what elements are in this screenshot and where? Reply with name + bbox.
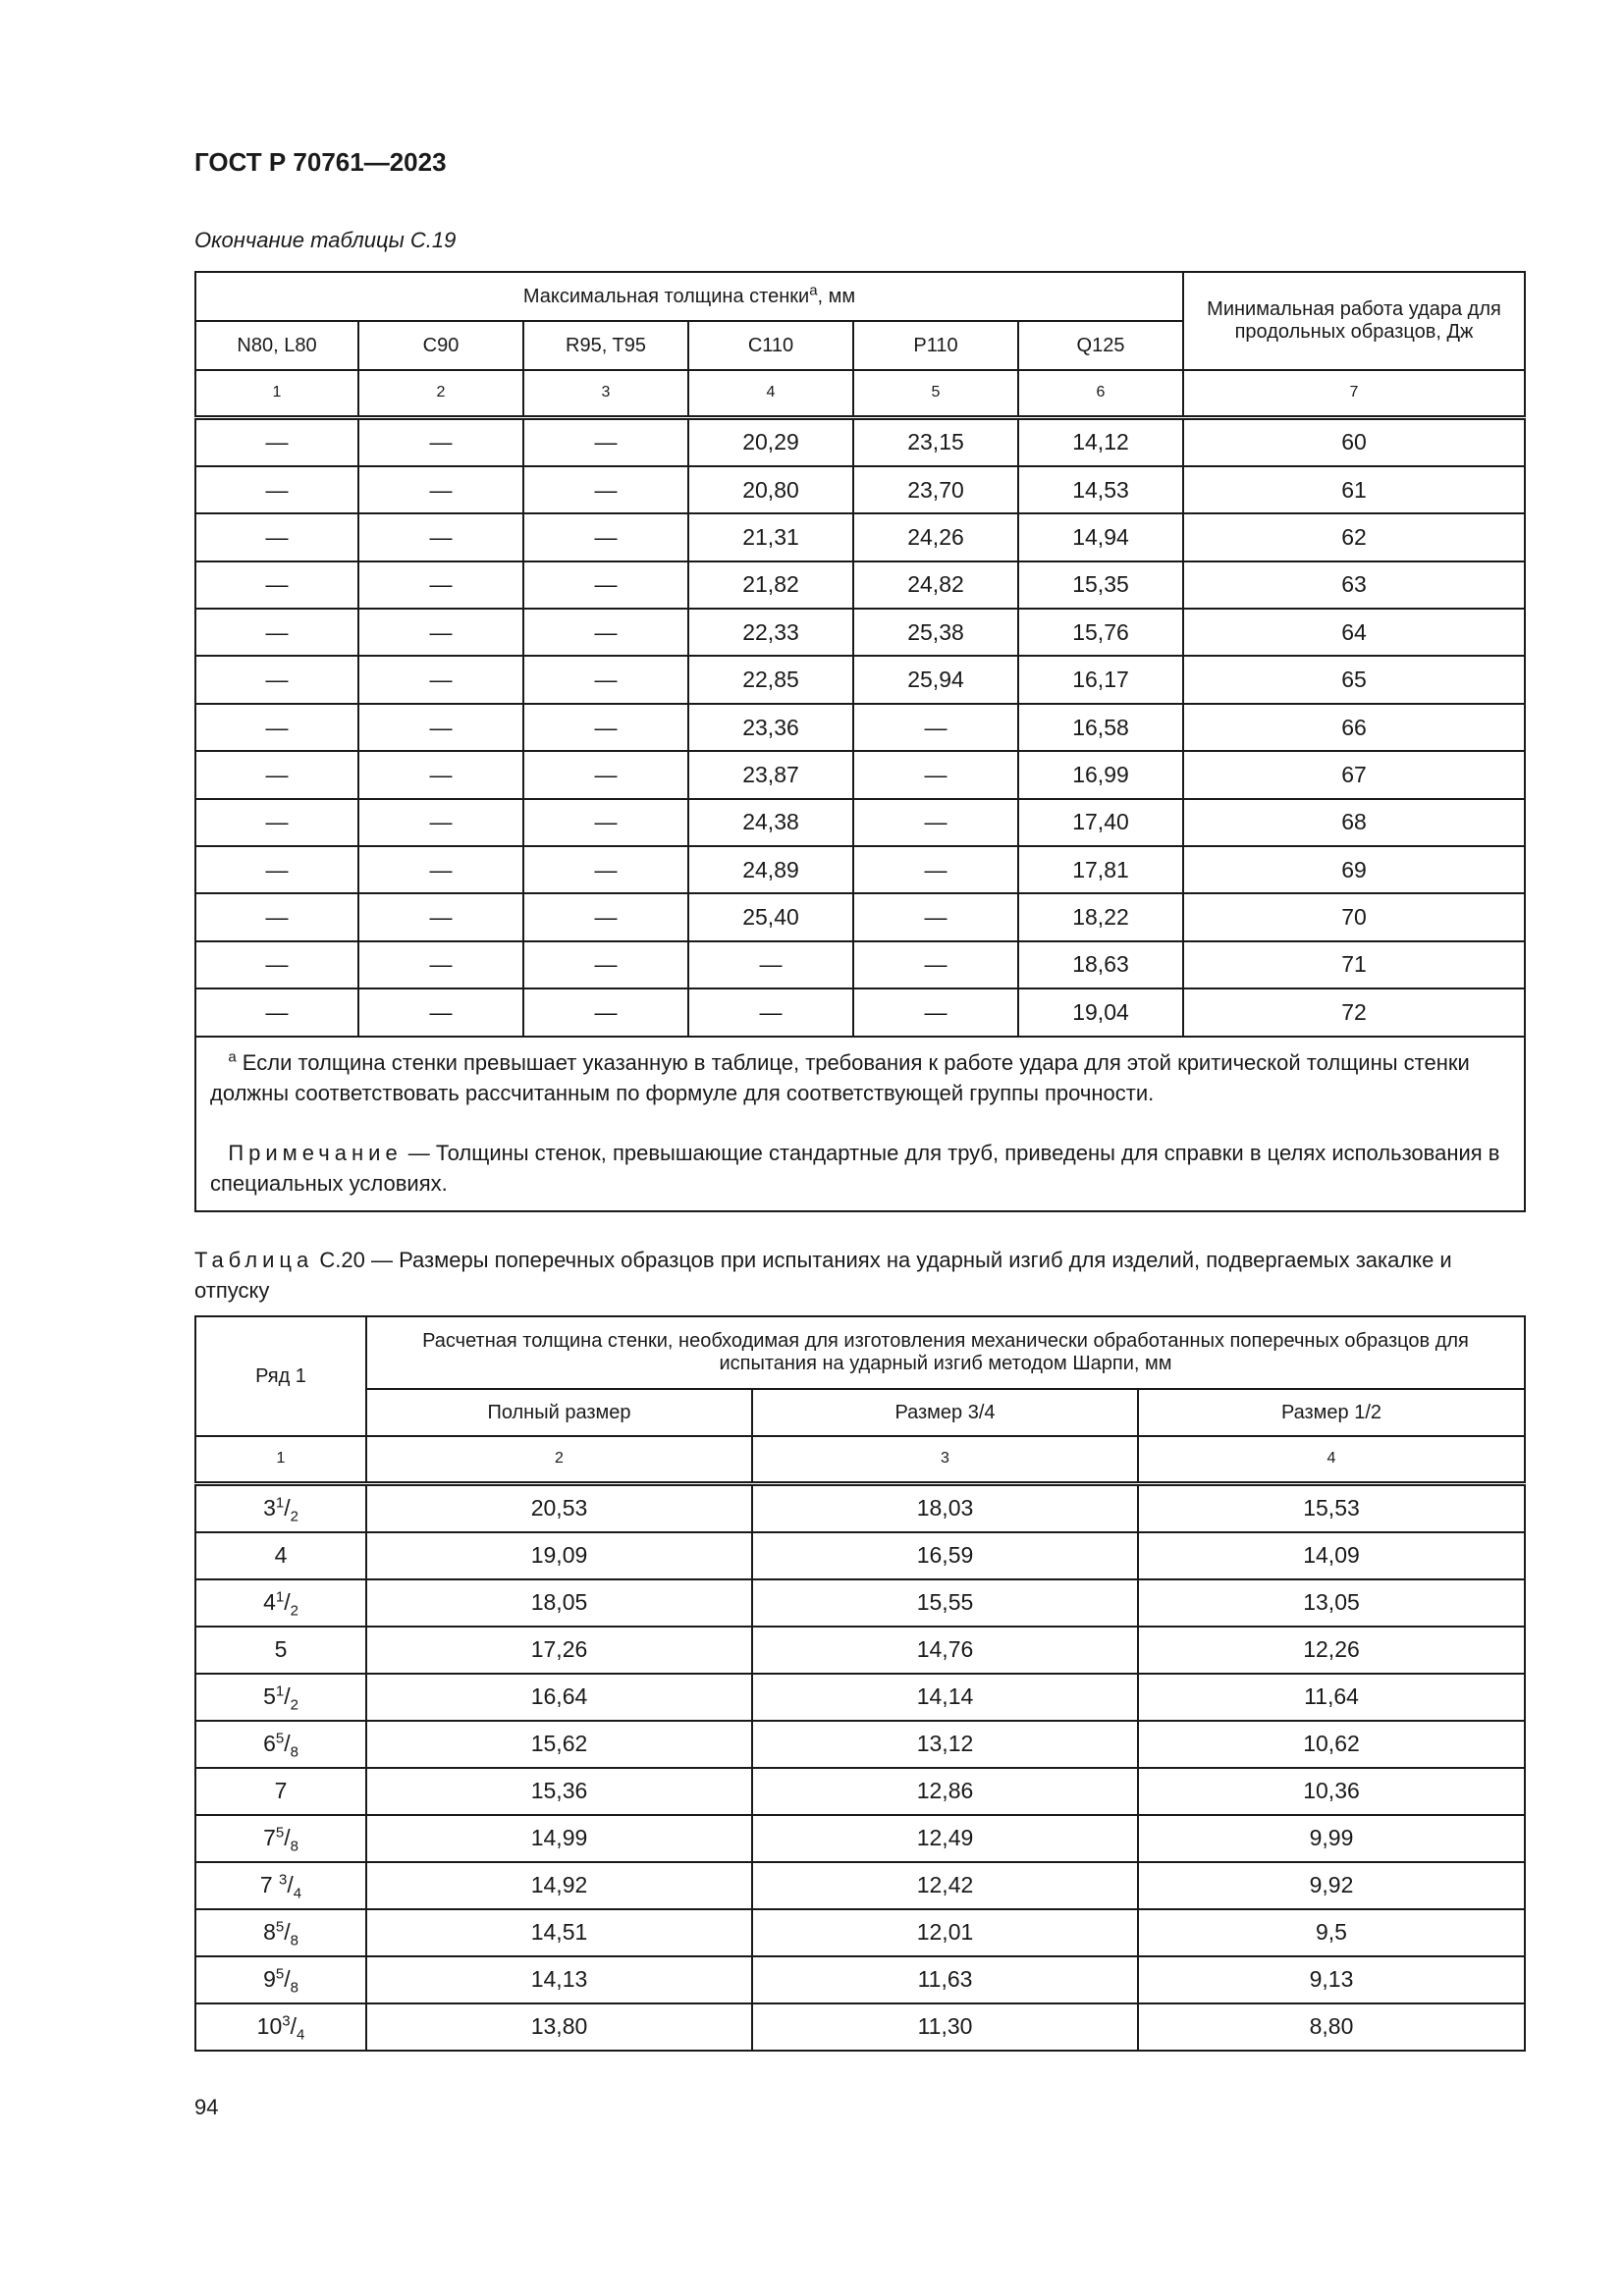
table-cell: 21,82 (688, 561, 853, 609)
table-cell: — (195, 513, 358, 561)
table-cell: 14,53 (1018, 466, 1183, 513)
table-cell: 9,13 (1138, 1956, 1525, 2003)
table-cell: — (195, 988, 358, 1036)
table-cell: 19,04 (1018, 988, 1183, 1036)
table-cell: 61 (1183, 466, 1525, 513)
size-numerator: 5 (275, 1824, 285, 1842)
footnote (210, 1047, 1510, 1108)
size-whole: 4 (263, 1589, 276, 1615)
table-cell: — (195, 941, 358, 988)
wall-thickness-header: Максимальная толщина стенки$^a$, мм (195, 272, 1183, 321)
column-number: 2 (358, 370, 523, 417)
table-cell: 67 (1183, 751, 1525, 798)
table-cell: 16,58 (1018, 704, 1183, 751)
note-text: — Толщины стенок, превышающие стандартные для труб, приведены для справки в целях использования в специальных условиях. (210, 1140, 1500, 1196)
table-row (195, 1956, 1525, 2003)
size-whole: 9 (263, 1966, 276, 1992)
table-cell: 15,62 (366, 1721, 752, 1768)
table-cell: — (358, 609, 523, 656)
table-cell: 8,80 (1138, 2003, 1525, 2051)
table-cell: — (358, 466, 523, 513)
notes-row (195, 1037, 1525, 1211)
table-cell: — (523, 704, 688, 751)
table-cell: — (523, 609, 688, 656)
note-label: Примечание (228, 1140, 403, 1165)
table-row (195, 417, 1525, 466)
table-cell: — (523, 417, 688, 466)
table-row (195, 893, 1525, 940)
table-cell: 23,15 (853, 417, 1018, 466)
table-cell: — (195, 799, 358, 846)
table-continuation-caption: Окончание таблицы С.19 (194, 228, 457, 252)
table-cell: — (853, 751, 1018, 798)
table-cell: 18,22 (1018, 893, 1183, 940)
table-cell: 11,30 (752, 2003, 1138, 2051)
table-cell: 14,99 (366, 1815, 752, 1862)
table-row (195, 656, 1525, 703)
pipe-size: $3^1/_2$ (195, 1483, 366, 1532)
table-cell: 14,13 (366, 1956, 752, 2003)
table-cell: 13,05 (1138, 1579, 1525, 1627)
note (210, 1138, 1510, 1199)
table-cell: — (358, 893, 523, 940)
table-row (195, 1674, 1525, 1721)
page-number: 94 (194, 2095, 219, 2119)
table-cell: 18,63 (1018, 941, 1183, 988)
pipe-size: $8^5/_8$ (195, 1909, 366, 1956)
table-row (195, 513, 1525, 561)
table-c19 (194, 271, 1526, 1212)
table-cell: — (195, 417, 358, 466)
table-row (195, 1909, 1525, 1956)
size-denominator: 2 (290, 1602, 298, 1620)
column-number: 5 (853, 370, 1018, 417)
table-cell: 18,05 (366, 1579, 752, 1627)
wall-thickness-header: Расчетная толщина стенки, необходимая для изготовления механически обработанных поперечных образцов для испытания на ударный изгиб методом Шарпи, мм (366, 1316, 1525, 1389)
table-cell: 23,70 (853, 466, 1018, 513)
table-cell: — (195, 656, 358, 703)
size-whole: 7 (263, 1825, 276, 1850)
table-cell: 14,09 (1138, 1532, 1525, 1579)
column-header: Размер 3/4 (752, 1389, 1138, 1436)
table-cell: — (853, 846, 1018, 893)
size-numerator: 5 (275, 1730, 285, 1747)
table-row (195, 1579, 1525, 1627)
table-cell: 20,53 (366, 1483, 752, 1532)
table-cell: — (195, 846, 358, 893)
table-cell: 17,26 (366, 1627, 752, 1674)
column-number: 7 (1183, 370, 1525, 417)
column-header: P110 (853, 321, 1018, 370)
size-whole: 7 (274, 1778, 288, 1803)
size-whole: 3 (263, 1495, 276, 1521)
table-cell: 15,76 (1018, 609, 1183, 656)
table-c20-caption: Таблица С.20 — Размеры поперечных образцов при испытаниях на ударный изгиб для изделий, подвергаемых закалке и отпуску (194, 1248, 1452, 1303)
table-row (195, 1627, 1525, 1674)
table-cell: 16,17 (1018, 656, 1183, 703)
size-denominator: 8 (290, 1838, 298, 1855)
table-cell: 10,36 (1138, 1768, 1525, 1815)
size-numerator: 5 (275, 1918, 285, 1936)
table-cell: 9,99 (1138, 1815, 1525, 1862)
column-number: 1 (195, 370, 358, 417)
column-number: 4 (688, 370, 853, 417)
table-cell: 20,29 (688, 417, 853, 466)
table-cell: — (358, 417, 523, 466)
table-cell: 24,82 (853, 561, 1018, 609)
table-row (195, 751, 1525, 798)
pipe-size: 7 $^3/_4$ (195, 1862, 366, 1909)
table-cell: 25,94 (853, 656, 1018, 703)
table-row (195, 846, 1525, 893)
table-cell: — (195, 609, 358, 656)
pipe-size: $7^5/_8$ (195, 1815, 366, 1862)
table-cell: — (523, 893, 688, 940)
table-row (195, 941, 1525, 988)
table-cell: — (688, 988, 853, 1036)
column-number: 1 (195, 1436, 366, 1483)
size-whole: 6 (263, 1731, 276, 1756)
table-cell: 23,36 (688, 704, 853, 751)
size-whole: 7 (259, 1872, 280, 1897)
table-cell: — (195, 561, 358, 609)
document-title: ГОСТ Р 70761—2023 (194, 147, 447, 177)
table-cell: 15,35 (1018, 561, 1183, 609)
column-number: 4 (1138, 1436, 1525, 1483)
pipe-size: $10^3/_4$ (195, 2003, 366, 2051)
footnote-text: Если толщина стенки превышает указанную в таблице, требования к работе удара для этой критической толщины стенки должны соответствовать рассчитанным по формуле для соответствующей группы прочности. (210, 1049, 1470, 1105)
table-cell: 15,36 (366, 1768, 752, 1815)
table-cell: 20,80 (688, 466, 853, 513)
size-whole: 4 (274, 1542, 288, 1568)
table-cell: 25,38 (853, 609, 1018, 656)
column-number: 3 (523, 370, 688, 417)
footnote-marker: a (228, 1048, 237, 1066)
size-denominator: 2 (290, 1508, 298, 1525)
table-cell: 13,12 (752, 1721, 1138, 1768)
table-cell: — (853, 799, 1018, 846)
table-row (195, 1532, 1525, 1579)
table-cell: 12,86 (752, 1768, 1138, 1815)
table-cell: 63 (1183, 561, 1525, 609)
table-cell: — (358, 941, 523, 988)
column-header: N80, L80 (195, 321, 358, 370)
table-cell: 14,51 (366, 1909, 752, 1956)
table-cell: — (523, 799, 688, 846)
table-cell: — (523, 561, 688, 609)
table-cell: 23,87 (688, 751, 853, 798)
table-cell: 72 (1183, 988, 1525, 1036)
table-cell: 9,92 (1138, 1862, 1525, 1909)
pipe-size (195, 1532, 366, 1579)
table-cell: 14,12 (1018, 417, 1183, 466)
column-header: R95, T95 (523, 321, 688, 370)
pipe-size: $4^1/_2$ (195, 1579, 366, 1627)
table-cell: — (523, 941, 688, 988)
column-number: 6 (1018, 370, 1183, 417)
table-cell: 64 (1183, 609, 1525, 656)
table-cell: 12,42 (752, 1862, 1138, 1909)
column-header: Полный размер (366, 1389, 752, 1436)
table-cell: — (195, 751, 358, 798)
table-cell: — (358, 988, 523, 1036)
table-cell: 14,94 (1018, 513, 1183, 561)
table-cell: 68 (1183, 799, 1525, 846)
table-cell: — (358, 704, 523, 751)
table-cell: — (523, 466, 688, 513)
pipe-size: $5^1/_2$ (195, 1674, 366, 1721)
table-cell: — (853, 893, 1018, 940)
table-c20 (194, 1315, 1526, 2052)
table-cell: — (195, 466, 358, 513)
table-cell: 11,64 (1138, 1674, 1525, 1721)
table-cell: — (358, 846, 523, 893)
impact-energy-header: Минимальная работа удара для продольных образцов, Дж (1183, 272, 1525, 370)
table-cell: 14,76 (752, 1627, 1138, 1674)
table-cell: 12,49 (752, 1815, 1138, 1862)
table-cell: — (688, 941, 853, 988)
table-row (195, 609, 1525, 656)
table-cell: 66 (1183, 704, 1525, 751)
size-whole: 5 (263, 1683, 276, 1709)
table-row (195, 799, 1525, 846)
table-row (195, 561, 1525, 609)
table-cell: — (523, 846, 688, 893)
size-denominator: 8 (290, 1979, 298, 1997)
table-cell: 15,53 (1138, 1483, 1525, 1532)
table-row (195, 2003, 1525, 2051)
table-cell: — (523, 656, 688, 703)
table-cell: 24,26 (853, 513, 1018, 561)
size-denominator: 4 (293, 1885, 302, 1902)
size-numerator: 1 (275, 1588, 285, 1606)
pipe-size (195, 1768, 366, 1815)
size-denominator: 8 (290, 1743, 298, 1761)
table-cell: 16,64 (366, 1674, 752, 1721)
table-row (195, 1815, 1525, 1862)
table-cell: — (358, 656, 523, 703)
table-cell: 24,38 (688, 799, 853, 846)
table-cell: 17,81 (1018, 846, 1183, 893)
table-notes (195, 1037, 1525, 1211)
table-cell: 69 (1183, 846, 1525, 893)
size-numerator: 1 (275, 1682, 285, 1700)
size-denominator: 8 (290, 1932, 298, 1949)
table-row (195, 1721, 1525, 1768)
table-cell: 25,40 (688, 893, 853, 940)
size-numerator: 3 (282, 2012, 291, 2030)
table-cell: 62 (1183, 513, 1525, 561)
size-numerator: 1 (275, 1494, 285, 1512)
table-cell: — (358, 561, 523, 609)
table-cell: 16,59 (752, 1532, 1138, 1579)
table-cell: — (358, 751, 523, 798)
column-header: C90 (358, 321, 523, 370)
table-cell: — (523, 513, 688, 561)
table-cell: 15,55 (752, 1579, 1138, 1627)
table-cell: — (358, 799, 523, 846)
table-cell: — (195, 893, 358, 940)
table-row (195, 704, 1525, 751)
column-header: C110 (688, 321, 853, 370)
size-whole: 10 (256, 2013, 283, 2039)
table-cell: 14,14 (752, 1674, 1138, 1721)
pipe-size: $6^5/_8$ (195, 1721, 366, 1768)
table-cell: — (523, 751, 688, 798)
column-number: 2 (366, 1436, 752, 1483)
size-whole: 8 (263, 1919, 276, 1945)
table-cell: — (358, 513, 523, 561)
table-cell: 70 (1183, 893, 1525, 940)
table-cell: 12,01 (752, 1909, 1138, 1956)
table-cell: — (195, 704, 358, 751)
table-cell: 14,92 (366, 1862, 752, 1909)
table-cell: 17,40 (1018, 799, 1183, 846)
table-row (195, 1768, 1525, 1815)
pipe-size: $9^5/_8$ (195, 1956, 366, 2003)
table-cell: 10,62 (1138, 1721, 1525, 1768)
table-cell: 19,09 (366, 1532, 752, 1579)
table-cell: 71 (1183, 941, 1525, 988)
table-cell: 11,63 (752, 1956, 1138, 2003)
table-cell: 16,99 (1018, 751, 1183, 798)
pipe-size (195, 1627, 366, 1674)
table-cell: 24,89 (688, 846, 853, 893)
footnote-marker-sup: a (809, 281, 818, 298)
table-cell: 21,31 (688, 513, 853, 561)
column-header: Размер 1/2 (1138, 1389, 1525, 1436)
table-cell: 22,33 (688, 609, 853, 656)
table-row (195, 988, 1525, 1036)
table-cell: — (853, 988, 1018, 1036)
column-header: Q125 (1018, 321, 1183, 370)
size-denominator: 4 (296, 2026, 305, 2044)
column-number: 3 (752, 1436, 1138, 1483)
table-cell: — (853, 941, 1018, 988)
table-cell: 9,5 (1138, 1909, 1525, 1956)
table-cell: 18,03 (752, 1483, 1138, 1532)
table-cell: 12,26 (1138, 1627, 1525, 1674)
table-cell: 13,80 (366, 2003, 752, 2051)
table-cell: 22,85 (688, 656, 853, 703)
table-row (195, 466, 1525, 513)
size-whole: 5 (274, 1636, 288, 1662)
size-numerator: 3 (279, 1871, 288, 1889)
table-cell: — (523, 988, 688, 1036)
table-cell: 60 (1183, 417, 1525, 466)
table-cell: — (853, 704, 1018, 751)
table-row (195, 1483, 1525, 1532)
size-numerator: 5 (275, 1965, 285, 1983)
table-row (195, 1862, 1525, 1909)
table-cell: 65 (1183, 656, 1525, 703)
size-denominator: 2 (290, 1696, 298, 1714)
row-series-header: Ряд 1 (195, 1316, 366, 1436)
